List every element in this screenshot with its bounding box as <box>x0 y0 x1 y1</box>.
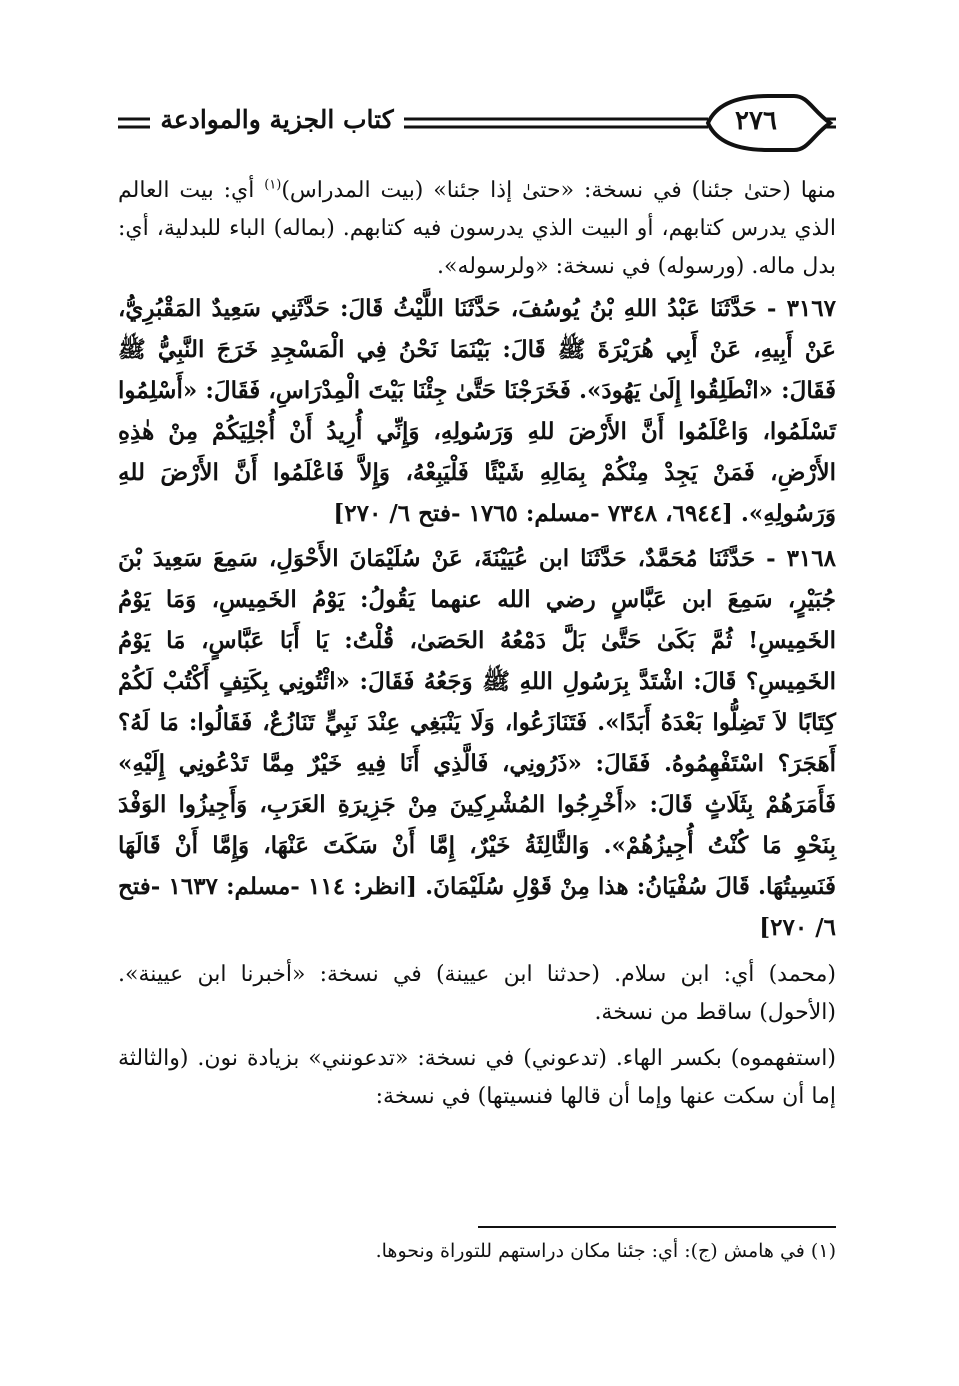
page-header <box>118 92 836 156</box>
footnote: (١) في هامش (ج): أي: جئنا مكان دراستهم للتوراة ونحوها. <box>375 1240 836 1262</box>
page-number: ٢٧٦ <box>735 106 777 136</box>
commentary-text: منها (حتىٰ جئنا) في نسخة: «حتىٰ إذا جئنا» (بيت المدراس) <box>281 178 836 203</box>
hadith-3167: ٣١٦٧ - حَدَّثَنَا عَبْدُ اللهِ بْنُ يُوسُفَ، حَدَّثَنَا اللَّيْثُ قَالَ: حَدَّثَنِي سَعِيدٌ المَقْبُرِيُّ، عَنْ أَبِيهِ، عَنْ أَبِي هُرَيْرَةَ ﷺ قَالَ: بَيْنَمَا نَحْنُ فِي الْمَسْجِدِ خَرَجَ النَّبِيُّ ﷺ فَقَالَ: «انْطَلِقُوا إِلَىٰ يَهُودَ». فَخَرَجْنَا حَتَّىٰ جِئْنَا بَيْتَ الْمِدْرَاسِ، فَقَالَ: «أَسْلِمُوا تَسْلَمُوا، وَاعْلَمُوا أَنَّ الأَرْضَ للهِ وَرَسُولِهِ، وَإِنِّي أُرِيدُ أَنْ أُجْلِيَكُمْ مِنْ هٰذِهِ الأَرْضِ، فَمَنْ يَجِدْ مِنْكُمْ بِمَالِهِ شَيْئًا فَلْيَبِعْهُ، وَإِلاَّ فَاعْلَمُوا أَنَّ الأَرْضَ للهِ وَرَسُولِهِ». [٦٩٤٤، ٧٣٤٨ -مسلم: ١٧٦٥ -فتح ٦/ ٢٧٠] <box>118 295 836 527</box>
hadith-3168: ٣١٦٨ - حَدَّثَنَا مُحَمَّدٌ، حَدَّثَنَا ابن عُيَيْنَةَ، عَنْ سُلَيْمَانَ الأَحْوَلِ، سَمِعَ سَعِيدَ بْنَ جُبَيْرٍ، سَمِعَ ابن عَبَّاسٍ رضي الله عنهما يَقُولُ: يَوْمُ الخَمِيسِ، وَمَا يَوْمُ الخَمِيسِ! ثُمَّ بَكَىٰ حَتَّىٰ بَلَّ دَمْعُهُ الحَصَىٰ، قُلْتُ: يَا أَبَا عَبَّاسٍ، مَا يَوْمُ الخَمِيسِ؟ قَالَ: اشْتَدَّ بِرَسُولِ اللهِ ﷺ وَجَعُهُ فَقَالَ: «ائْتُونِي بِكَتِفٍ أَكْتُبْ لَكُمْ كِتَابًا لاَ تَضِلُّوا بَعْدَهُ أَبَدًا». فَتَنَازَعُوا، وَلَا يَنْبَغِي عِنْدَ نَبِيٍّ تَنَازُعٌ، فَقَالُوا: مَا لَهُ؟ أَهَجَرَ؟ اسْتَفْهِمُوهُ. فَقَالَ: «ذَرُونِي، فَالَّذِي أَنَا فِيهِ خَيْرٌ مِمَّا تَدْعُونِي إِلَيْهِ» فَأَمَرَهُمْ بِثَلَاثٍ قَالَ: «أَخْرِجُوا المُشْرِكِينَ مِنْ جَزِيرَةِ العَرَبِ، وَأَجِيزُوا الوَفْدَ بِنَحْوِ مَا كُنْتُ أُجِيزُهُمْ». وَالثَّالِثَةُ خَيْرٌ، إِمَّا أَنْ سَكَتَ عَنْهَا، وَإِمَّا أَنْ قَالَهَا فَنَسِيتُهَا. قَالَ سُفْيَانُ: هذا مِنْ قَوْلِ سُلَيْمَانَ. [انظر: ١١٤ -مسلم: ١٦٣٧ -فتح ٦/ ٢٧٠] <box>118 545 836 941</box>
book-title: كتاب الجزية والموادعة <box>152 103 402 137</box>
footnote-divider <box>478 1226 836 1228</box>
commentary-paragraph: (محمد) أي: ابن سلام. (حدثنا ابن عيينة) في نسخة: «أخبرنا ابن عيينة». (الأحول) ساقط من نسخة. <box>118 962 836 1025</box>
page-body <box>118 172 836 1116</box>
commentary-text-continued: أي: بيت العالم الذي يدرس كتابهم، أو البيت الذي يدرسون فيه كتابهم. (بماله) الباء للبدلية، أي: بدل ماله. (ورسوله) في نسخة: «ولرسوله». <box>118 178 836 279</box>
footnote-marker: (١) <box>264 177 282 193</box>
commentary-paragraph: (استفهموه) بكسر الهاء. (تدعوني) في نسخة: «تدعونني» بزيادة نون. (والثالثة إما أن سكت عنها وإما أن قالها فنسيتها) في نسخة: <box>118 1046 836 1109</box>
commentary-paragraph <box>118 172 836 286</box>
